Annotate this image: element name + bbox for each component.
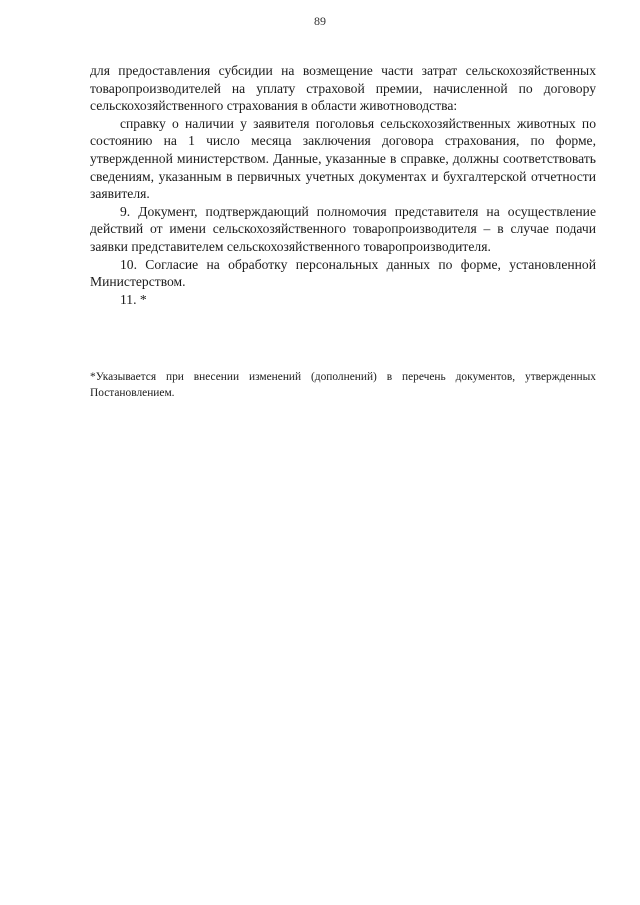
paragraph-item-9-authority-document: 9. Документ, подтверждающий полномочия представителя на осуществление действий от имени сельскохозяйственного товаропроизводителя – в случае подачи заявки представителем сельскохозяйственного товаропроизводителя. [90,203,596,254]
paragraph-livestock-certificate: справку о наличии у заявителя поголовья сельскохозяйственных животных по состоянию на 1 число месяца заключения договора страхования, по форме, утвержденной министерством. Данные, указанные в справке, должны соответствовать сведениям, указанным в первичных учетных документах и бухгалтерской отчетности заявителя. [90,115,596,202]
document-body [90,62,596,308]
paragraph-item-10-consent: 10. Согласие на обработку персональных данных по форме, установленной Министерством. [90,256,596,290]
footnote: *Указывается при внесении изменений (дополнений) в перечень документов, утвержденных Постановлением. [90,371,596,399]
paragraph-subsidy-purpose: для предоставления субсидии на возмещение части затрат сельскохозяйственных товаропроизводителей на уплату страховой премии, начисленной по договору сельскохозяйственного страхования в области животноводства: [90,63,596,114]
paragraph-item-11: 11. * [120,291,147,307]
page-number: 89 [314,14,326,28]
